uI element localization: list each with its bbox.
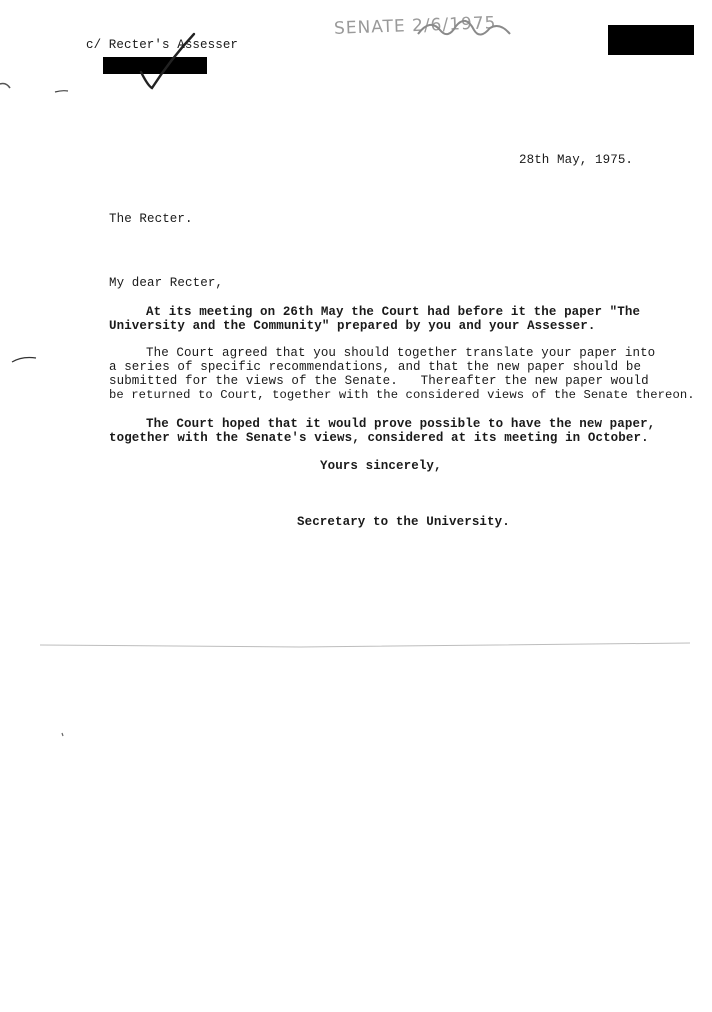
paragraph-3-line-2: together with the Senate's views, considered at its meeting in October.: [109, 431, 649, 445]
margin-mark-top: [55, 91, 68, 92]
paragraph-2-line-1: The Court agreed that you should together translate your paper into: [146, 346, 656, 360]
addressee: The Recter.: [109, 212, 193, 226]
paragraph-2-line-4: be returned to Court, together with the considered views of the Senate thereon.: [109, 388, 695, 402]
signature-line: Secretary to the University.: [297, 515, 510, 529]
paragraph-1-line-2: University and the Community" prepared by you and your Assesser.: [109, 319, 596, 333]
handwriting-scribble: [418, 21, 510, 35]
handwritten-stamp: SENATE 2/6/1975: [333, 13, 497, 39]
closing: Yours sincerely,: [320, 459, 442, 473]
salutation: My dear Recter,: [109, 276, 224, 290]
paragraph-1-line-1: At its meeting on 26th May the Court had before it the paper "The: [146, 305, 641, 319]
paragraph-2-line-2: a series of specific recommendations, and that the new paper should be: [109, 360, 642, 374]
paragraph-2-line-3: submitted for the views of the Senate. Thereafter the new paper would: [109, 374, 649, 388]
speck-mark: [62, 733, 63, 736]
margin-mark-corner: [0, 84, 10, 89]
paragraph-3-line-1: The Court hoped that it would prove possible to have the new paper,: [146, 417, 656, 431]
copy-note: c/ Recter's Assesser: [86, 38, 239, 52]
fold-line: [40, 643, 690, 647]
tick-mark: [141, 34, 194, 88]
margin-mark-mid: [12, 358, 36, 363]
letter-date: 28th May, 1975.: [519, 153, 634, 167]
